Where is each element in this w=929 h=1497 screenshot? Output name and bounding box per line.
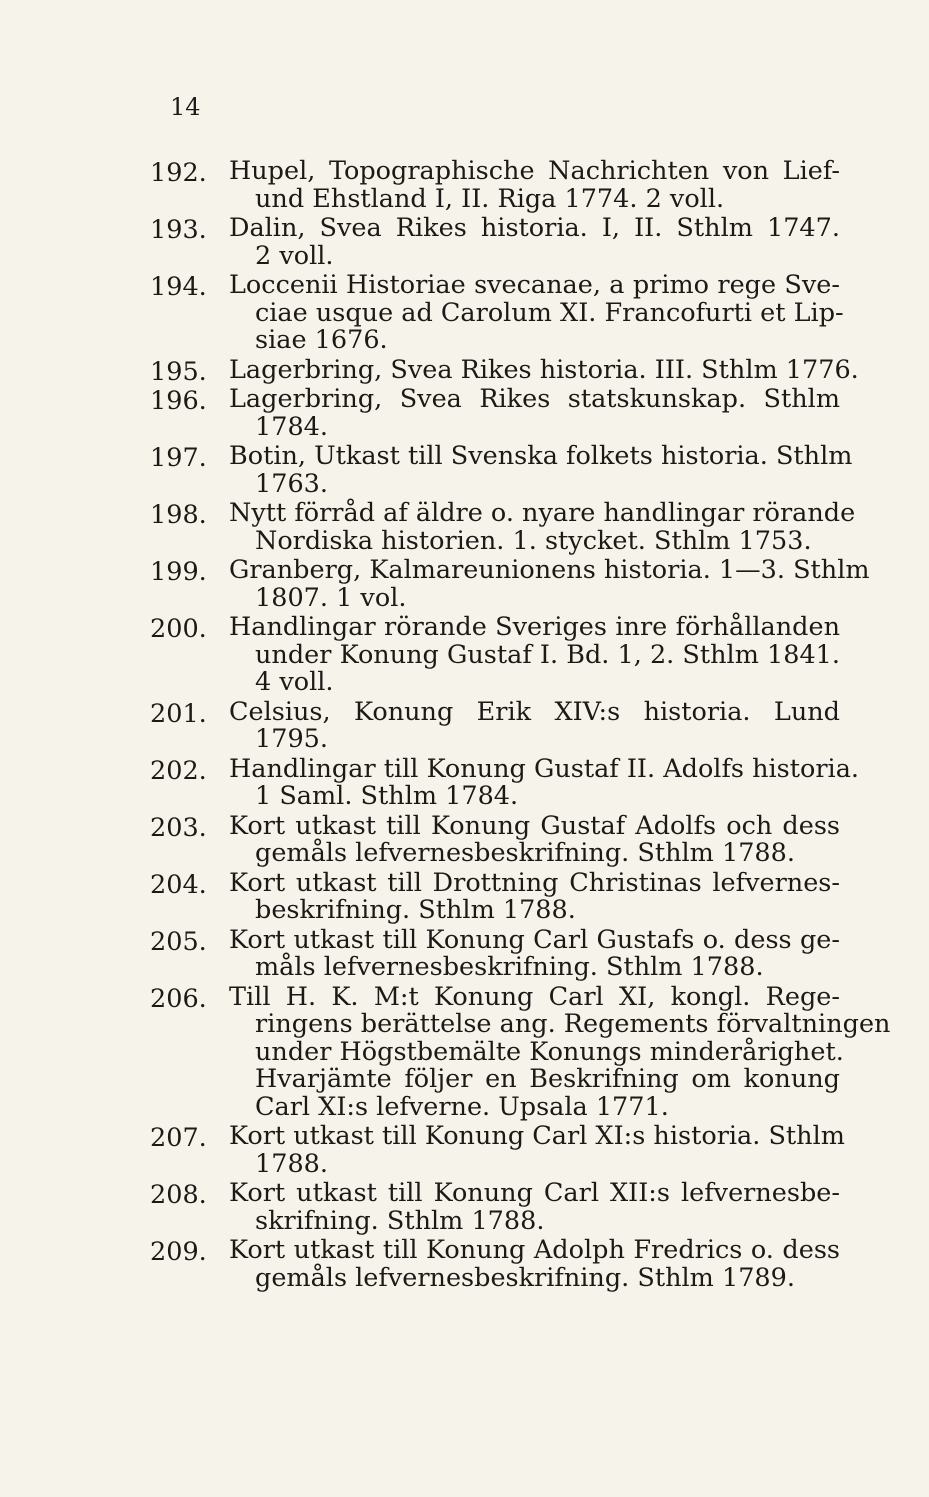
list-item — [150, 696, 840, 754]
list-item — [150, 1180, 840, 1235]
entry-text-line: 1763. — [255, 468, 329, 499]
entry-number: 198. — [150, 500, 207, 530]
list-item — [150, 1237, 840, 1292]
entry-text-line: 1784. — [255, 411, 329, 442]
entry-text-line: Handlingar till Konung Gustaf II. Adolfs historia. — [229, 753, 860, 784]
entry-text-line: under Konung Gustaf I. Bd. 1, 2. Sthlm 1841. — [255, 639, 840, 670]
list-item — [150, 810, 840, 868]
entry-number: 200. — [150, 614, 207, 644]
entry-text-line: Carl XI:s lefverne. Upsala 1771. — [255, 1091, 669, 1122]
entry-text-line: und Ehstland I, II. Riga 1774. 2 voll. — [255, 183, 725, 214]
entry-text-line: Hvarjämte följer en Beskrifning om konung — [255, 1064, 840, 1094]
entry-number: 206. — [150, 983, 207, 1014]
list-item — [150, 614, 840, 697]
entry-text-line: Dalin, Svea Rikes historia. I, II. Sthlm 1747. — [229, 213, 840, 243]
entry-list — [150, 156, 891, 1293]
entry-text-line: siae 1676. — [255, 325, 388, 355]
entry-number: 193. — [150, 215, 207, 245]
entry-text-line: Nytt förråd af äldre o. nyare handlingar rörande — [229, 498, 856, 528]
list-item — [150, 867, 840, 925]
entry-number: 199. — [150, 557, 207, 587]
entry-text-line: 1788. — [255, 1148, 329, 1179]
list-item — [150, 215, 840, 270]
entry-number: 207. — [150, 1123, 207, 1153]
entry-text-line: Kort utkast till Konung Adolph Fredrics o. dess — [229, 1235, 840, 1265]
entry-text-line: ciae usque ad Carolum XI. Francofurti et Lip- — [255, 297, 844, 328]
entry-text-line: 2 voll. — [255, 240, 334, 271]
entry-text-line: Kort utkast till Konung Carl Gustafs o. dess ge- — [229, 924, 840, 955]
entry-text-line: under Högstbemälte Konungs minderårighet. — [255, 1036, 844, 1067]
entry-number: 203. — [150, 812, 207, 843]
entry-number: 195. — [150, 356, 207, 387]
entry-number: 202. — [150, 755, 207, 786]
entry-number: 192. — [150, 158, 207, 188]
list-item — [150, 270, 844, 355]
list-item — [150, 1121, 845, 1179]
entry-text-line: Botin, Utkast till Svenska folkets historia. Sthlm — [229, 441, 853, 471]
page-number: 14 — [170, 93, 201, 121]
entry-number: 204. — [150, 869, 207, 900]
entry-text-line: Lagerbring, Svea Rikes statskunskap. Sthlm — [229, 384, 840, 414]
list-item — [150, 441, 853, 499]
entry-text-line: Kort utkast till Konung Carl XII:s lefvernesbe- — [229, 1178, 840, 1208]
entry-text-line: Loccenii Historiae svecanae, a primo rege Sve- — [229, 270, 840, 300]
list-item — [150, 354, 859, 387]
entry-text-line: Granberg, Kalmareunionens historia. 1—3. Sthlm — [229, 555, 870, 585]
entry-text-line: Celsius, Konung Erik XIV:s historia. Lund — [229, 696, 840, 727]
list-item — [150, 158, 840, 213]
entry-text-line: 1807. 1 vol. — [255, 582, 407, 613]
entry-number: 201. — [150, 698, 207, 729]
list-item — [150, 386, 840, 441]
entry-text-line: beskrifning. Sthlm 1788. — [255, 895, 576, 925]
list-item — [150, 981, 891, 1122]
entry-number: 209. — [150, 1237, 207, 1267]
entry-text-line: Nordiska historien. 1. stycket. Sthlm 1753. — [255, 525, 812, 556]
list-item — [150, 555, 870, 613]
list-item — [150, 498, 856, 556]
entry-text-line: ringens berättelse ang. Regements förvaltningen — [255, 1009, 891, 1039]
entry-text-line: Kort utkast till Konung Gustaf Adolfs och dess — [229, 810, 840, 841]
entry-text-line: 1795. — [255, 724, 329, 754]
entry-text-line: gemåls lefvernesbeskrifning. Sthlm 1788. — [255, 838, 795, 868]
entry-number: 208. — [150, 1180, 207, 1210]
entry-text-line: skrifning. Sthlm 1788. — [255, 1205, 545, 1236]
entry-number: 194. — [150, 272, 207, 302]
entry-text-line: 4 voll. — [255, 667, 334, 697]
entry-text-line: Lagerbring, Svea Rikes historia. III. Sthlm 1776. — [229, 354, 859, 385]
entry-text-line: Handlingar rörande Sveriges inre förhållanden — [229, 612, 840, 642]
list-item — [150, 924, 840, 982]
list-item — [150, 753, 860, 811]
entry-number: 205. — [150, 926, 207, 957]
entry-text-line: Hupel, Topographische Nachrichten von Lief- — [229, 156, 840, 186]
entry-text-line: Kort utkast till Konung Carl XI:s historia. Sthlm — [229, 1121, 845, 1151]
entry-text-line: 1 Saml. Sthlm 1784. — [255, 781, 519, 811]
entry-number: 197. — [150, 443, 207, 473]
entry-text-line: gemåls lefvernesbeskrifning. Sthlm 1789. — [255, 1262, 795, 1293]
entry-text-line: Kort utkast till Drottning Christinas lefvernes- — [229, 867, 840, 898]
entry-number: 196. — [150, 386, 207, 416]
entry-text-line: måls lefvernesbeskrifning. Sthlm 1788. — [255, 952, 764, 982]
entry-text-line: Till H. K. M:t Konung Carl XI, kongl. Rege- — [229, 981, 840, 1012]
